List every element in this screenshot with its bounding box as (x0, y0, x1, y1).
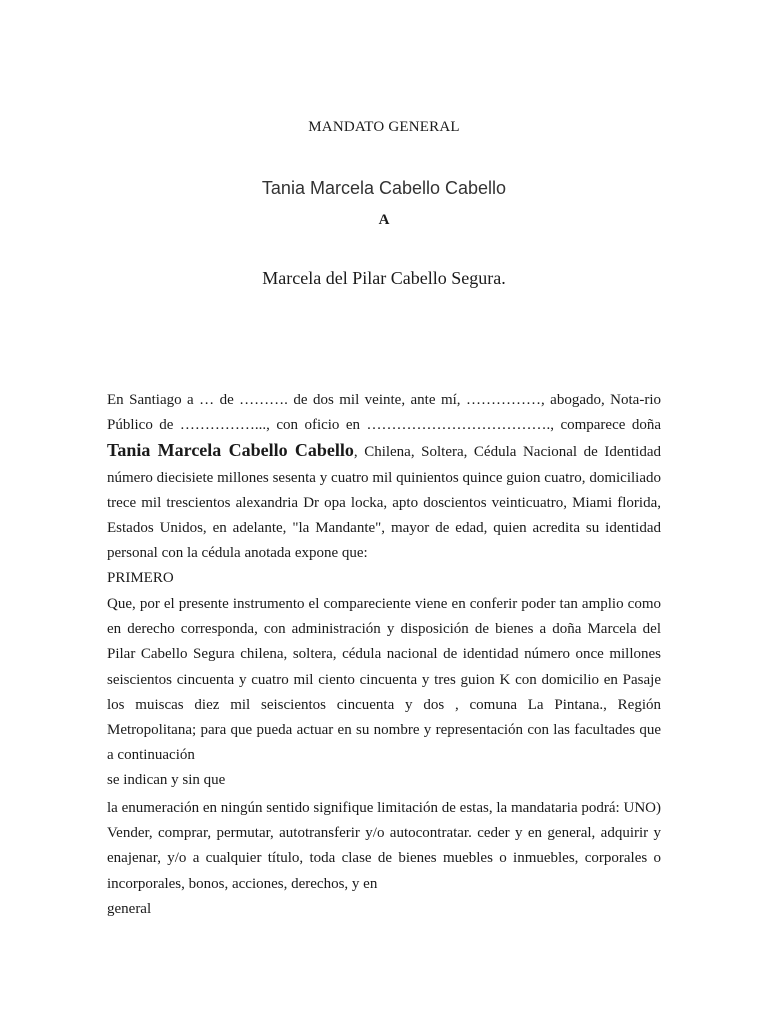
paragraph-text: la enumeración en ningún sentido signifique limitación de estas, la mandataria podrá: UNO) Vender, comprar, permutar, autotransferir y/o autocontratar. ceder y en general, adquirir y enajenar, y/o a cualquier título, toda clase de bienes muebles o inmuebles, corporales o incorporales, bonos, acciones, derechos, y en (107, 800, 661, 892)
paragraph-text: , Chilena, Soltera, Cédula Nacional de Identidad número diecisiete millones sesenta y cuatro mil quinientos quince guion cuatro, domiciliado trece mil trescientos alexandria Dr opa locka, apto doscientos veinticuatro, Miami florida, Estados Unidos, en adelante, "la Mandante", mayor de edad, quien acredita su identidad personal con la cédula anotada expone que: (107, 444, 661, 562)
paragraph-comparecencia (107, 388, 661, 592)
section-label-primero: PRIMERO (107, 570, 174, 587)
connector-letter: A (378, 212, 390, 228)
paragraph-facultades (107, 796, 661, 922)
paragraph-last-line: general (107, 900, 152, 917)
agent-name-heading: Marcela del Pilar Cabello Segura. (262, 268, 506, 288)
grantor-name-heading: Tania Marcela Cabello Cabello (261, 178, 507, 198)
paragraph-poder (107, 592, 661, 794)
document-title: MANDATO GENERAL (308, 119, 460, 135)
paragraph-text: En Santiago a … de ………. de dos mil veinte, ante mí, ……………, abogado, Nota-rio Público de ……………..., con oficio en ………………………………., comparece doña (107, 392, 661, 434)
grantor-name-inline: Tania Marcela Cabello Cabello (107, 440, 354, 461)
paragraph-text: Que, por el presente instrumento el compareciente viene en conferir poder tan amplio como en derecho corresponda, con administración y disposición de bienes a doña Marcela del Pilar Cabello Segura chilena, soltera, cédula nacional de identidad número once millones seiscientos cincuenta y cuatro mil ciento cincuenta y tres guion K con domicilio en Pasaje los muiscas diez mil seiscientos cincuenta y dos , comuna La Pintana., Región Metropolitana; para que pueda actuar en su nombre y representación con las facultades que a continuación (107, 596, 661, 764)
paragraph-last-line: se indican y sin que (107, 772, 226, 789)
